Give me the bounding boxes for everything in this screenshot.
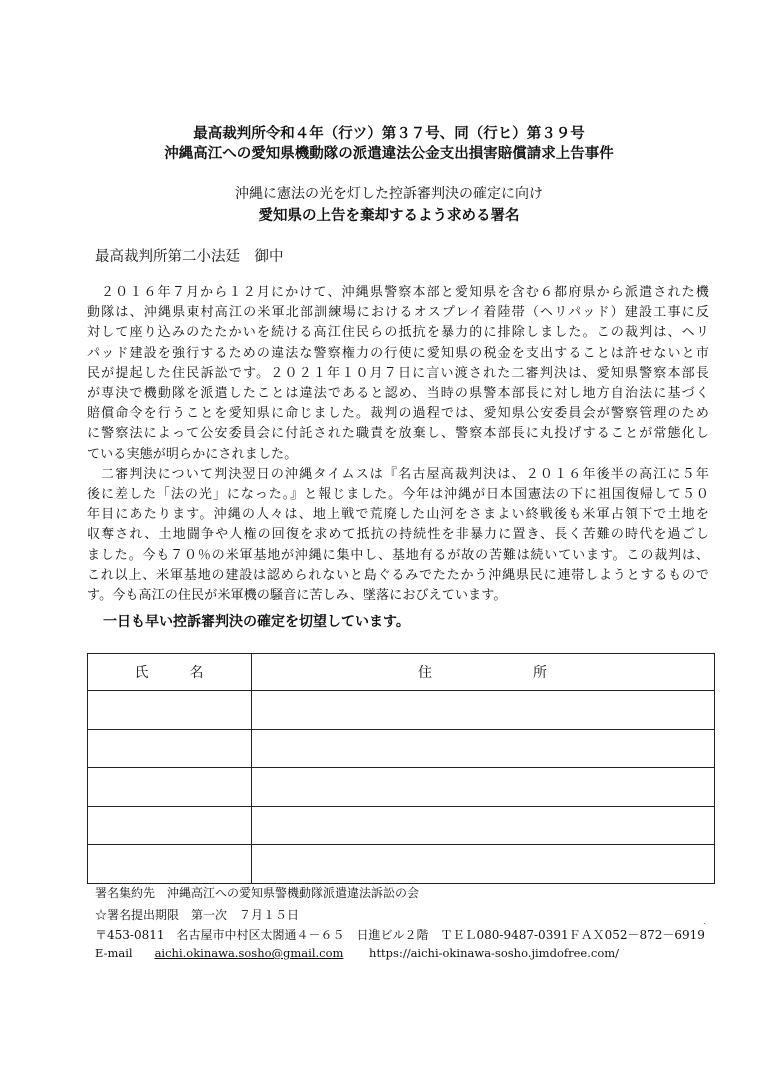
name-cell[interactable] (88, 691, 252, 730)
address-column-header (252, 654, 715, 691)
address-cell[interactable] (252, 768, 715, 807)
body-line: 動隊は、沖縄県東村高江の米軍北部訓練場におけるオスプレイ着陸帯（ヘリパッド）建設工事に反 (87, 305, 709, 321)
case-number-line: 最高裁判所令和４年（行ツ）第３７号、同（行ヒ）第３９号 (193, 126, 585, 142)
appeal-statement: 一日も早い控訴審判決の確定を切望しています。 (103, 614, 410, 630)
body-line: 収奪され、土地闘争や人権の回復を求めて抵抗の持続性を非暴力に置き、長く苦難の時代を過ごし (87, 527, 709, 543)
signature-row (88, 691, 715, 730)
name-cell[interactable] (88, 845, 252, 884)
contact-web (95, 946, 619, 960)
website-link[interactable]: https://aichi-okinawa-sosho.jimdofree.com/ (369, 946, 620, 960)
body-line: これ以上、米軍基地の建設は認められないと島ぐるみでたたかう沖縄県民に連帯しようとするもので (87, 567, 709, 583)
name-header-char: 氏 (134, 665, 150, 682)
body-line: が専決で機動隊を派遣したことは違法であると認め、当時の県警本部長に対し地方自治法に基づく (87, 386, 709, 402)
body-line: ２０１６年７月から１２月にかけて、沖縄県警察本部と愛知県を含む６都府県から派遣された機 (101, 285, 709, 300)
collector-info: 署名集約先 沖縄高江への愛知県警機動隊派遣違法訴訟の会 (95, 886, 420, 900)
name-cell[interactable] (88, 729, 252, 768)
email-link[interactable]: aichi.okinawa.sosho@gmail.com (154, 946, 344, 960)
name-header-char: 名 (189, 665, 205, 682)
petition-body (87, 283, 709, 606)
addressee: 最高裁判所第二小法廷 御中 (95, 249, 284, 265)
body-line: ました。今も７０％の米軍基地が沖縄に集中し、基地有るが故の苦難は続いています。この裁判は、 (87, 547, 709, 563)
body-line: 年目にあたります。沖縄の人々は、地上戦で荒廃した山河をさまよい終戦後も米軍占領下で土地を (87, 507, 709, 523)
address-header-char: 所 (533, 665, 548, 682)
case-title-line: 沖縄高江への愛知県機動隊の派遣違法公金支出損害賠償請求上告事件 (164, 146, 614, 162)
signature-table-header (88, 654, 715, 691)
petition-title: 愛知県の上告を棄却するよう求める署名 (258, 208, 520, 224)
address-cell[interactable] (252, 691, 715, 730)
body-line: 対して座り込みのたたかいを続ける高江住民らの抵抗を暴力的に排除しました。この裁判は、ヘリ (87, 325, 709, 341)
body-line: 民が提起した住民訴訟です。２０２１年１０月７日に言い渡された二審判決は、愛知県警察本部長 (87, 365, 709, 381)
signature-table (87, 653, 715, 884)
body-line: 賠償命令を行うことを愛知県に命じました。裁判の過程では、愛知県公安委員会が警察管理のため (87, 406, 709, 422)
body-line: 二審判決について判決翌日の沖縄タイムスは『名古屋高裁判決は、２０１６年後半の高江に５年 (101, 466, 709, 482)
body-line: す。今も高江の住民が米軍機の騒音に苦しみ、墜落におびえています。 (87, 588, 507, 604)
stray-mark: ˎ (703, 914, 707, 925)
body-line: パッド建設を強行するための違法な警察権力の行使に愛知県の税金を支出することは許せないと市 (87, 345, 709, 361)
address-cell[interactable] (252, 729, 715, 768)
email-label: E-mail (95, 946, 133, 960)
name-cell[interactable] (88, 768, 252, 807)
contact-address: 〒453-0811 名古屋市中村区太閤通４－６５ 日進ビル２階 ＴＥＬ080-9487-0391ＦＡＸ052－872－6919 (95, 928, 705, 942)
signature-row (88, 806, 715, 845)
case-number-heading (0, 124, 778, 164)
petition-subtitle: 沖縄に憲法の光を灯した控訴審判決の確定に向け (235, 186, 543, 202)
signature-row (88, 768, 715, 807)
name-cell[interactable] (88, 806, 252, 845)
body-line: 後に差した「法の光」になった。』と報じました。今年は沖縄が日本国憲法の下に祖国復帰して５０ (87, 487, 709, 503)
body-line: ている実態が明らかにされました。 (87, 446, 298, 462)
signature-row (88, 845, 715, 884)
address-cell[interactable] (252, 845, 715, 884)
name-column-header (88, 654, 252, 691)
address-cell[interactable] (252, 806, 715, 845)
signature-row (88, 729, 715, 768)
address-header-char: 住 (418, 665, 433, 682)
body-line: に警察法によって公安委員会に付託された職責を放棄し、警察本部長に丸投げすることが常態化し (87, 426, 709, 442)
deadline-info: ☆署名提出期限 第一次 ７月１５日 (95, 908, 300, 922)
